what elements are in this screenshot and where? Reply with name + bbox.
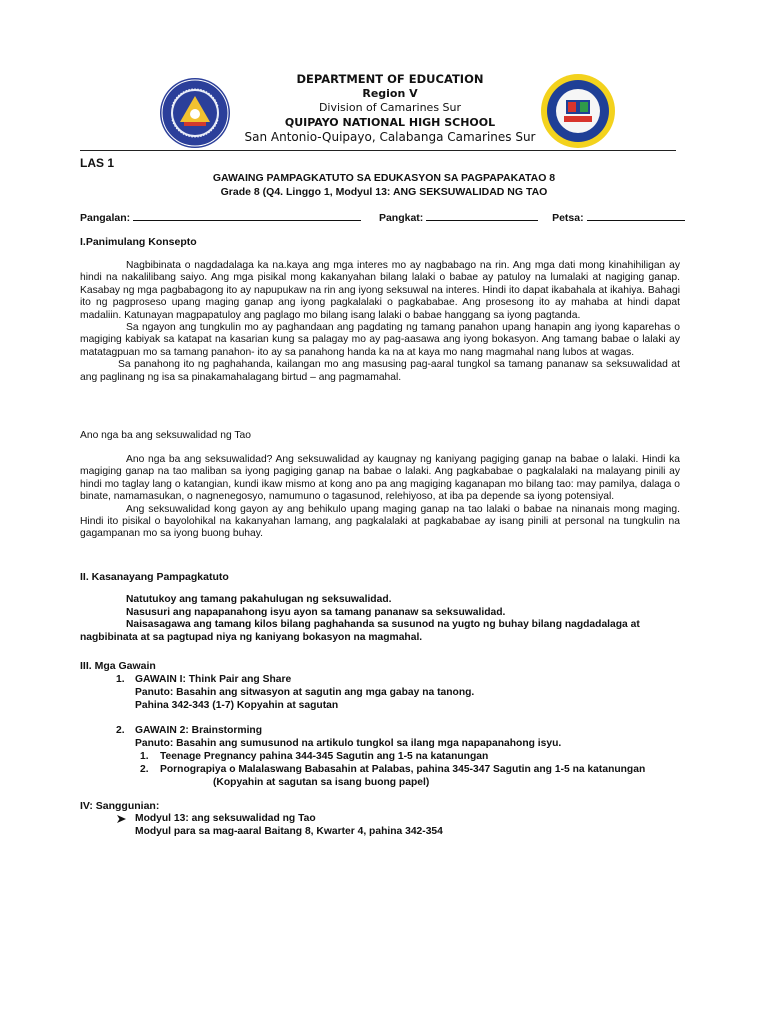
paragraph: Sa panahong ito ng paghahanda, kailangan mo ang masusing pag-aaral tungkol sa tamang pananaw sa seksuwalidad at ang paglinang ng isa sa pinakamahalagang birtud – ang pagmamahal.: [80, 359, 680, 383]
date-label: Petsa:: [552, 212, 584, 224]
section-4-heading: IV: Sanggunian:: [80, 800, 160, 812]
reference-2: Modyul para sa mag-aaral Baitang 8, Kwarter 4, pahina 342-354: [135, 826, 443, 837]
activity-2-text: Pornograpiya o Malalaswang Babasahin at Palabas, pahina 345-347 Sagutin ang 1-5 na katanungan: [160, 764, 646, 775]
department-name: DEPARTMENT OF EDUCATION: [296, 72, 484, 86]
reference-1: Modyul 13: ang seksuwalidad ng Tao: [135, 813, 316, 824]
section-label: Pangkat:: [378, 212, 424, 224]
document-title: GAWAING PAMPAGKATUTO SA EDUKASYON SA PAGPAPAKATAO 8: [212, 172, 556, 184]
name-field[interactable]: [133, 210, 361, 221]
section-2-heading: II. Kasanayang Pampagkatuto: [80, 571, 229, 583]
competency-item: Naisasagawa ang tamang kilos bilang paghahanda sa susunod na yugto ng buhay bilang nagdadalaga at: [126, 619, 640, 631]
gawain-1-panuto: Panuto: Basahin ang sitwasyon at sagutin ang mga gabay na tanong.: [135, 687, 475, 698]
gawain-2-panuto: Panuto: Basahin ang sumusunod na artikulo tungkol sa ilang mga napapanahong isyu.: [135, 738, 562, 749]
date-field[interactable]: [587, 210, 685, 221]
name-label: Pangalan:: [80, 212, 131, 224]
activity-2-number: 2.: [140, 764, 149, 775]
paragraph: Nagbibinata o nagdadalaga ka na.kaya ang mga interes mo ay nagbabago na rin. Ang mga dati mong kinahihiligan ay hindi na nakalilibang saiyo. Ang mga pisikal mong kakanyahan bilang lalaki o babae ay patuloy na lumalaki at nagiging ganap. Kasabay ng mga pagbabagong ito ay napupukaw na rin ang iyong seksuwal na interes. Hindi ito dapat ikabahala at ikahiya. Bahagi ito ng pagproseso upang maging ganap ang iyong pagkalalaki o pagkababae. Ang prosesong ito ay mahaba at hindi dapat madaliin. Katunayan magpapatuloy ang paglago mo bilang isang lalaki o babae hanggang sa iyong pagtanda.: [80, 260, 680, 321]
activity-1-text: Teenage Pregnancy pahina 344-345 Sagutin ang 1-5 na katanungan: [160, 751, 489, 762]
section-3-heading: III. Mga Gawain: [80, 660, 156, 672]
competency-item: Nasusuri ang napapanahong isyu ayon sa tamang pananaw sa seksuwalidad.: [126, 606, 506, 618]
activity-2-note: (Kopyahin at sagutan sa isang buong papel): [213, 777, 430, 788]
gawain-1-title: GAWAIN I: Think Pair ang Share: [135, 674, 292, 685]
gawain-2-title: GAWAIN 2: Brainstorming: [135, 725, 263, 736]
paragraph: Ano nga ba ang seksuwalidad? Ang seksuwalidad ay kaugnay ng kaniyang pagiging ganap na babae o lalaki. Hindi ka magiging ganap na tao maliban sa iyong pagiging ganap na babae o lalaki. Ang pagkababae o pagkalalaki na malayang pinili ay hindi mo taglay lang o katangian, kundi ikaw mismo at kong ano pa ang magiging kaganapan mo bilang tao: may pamilya, dalaga o binate, namamasukan, o nagnenegosyo, namumuno o tagasunod, relehiyoso, at iba pa depende sa iyong potensiyal.: [80, 454, 680, 503]
school-address: San Antonio-Quipayo, Calabanga Camarines Sur: [244, 130, 536, 144]
header-divider: [80, 150, 676, 151]
division-name: Division of Camarines Sur: [318, 101, 462, 114]
section-field[interactable]: [426, 210, 538, 221]
region-name: Region V: [362, 86, 418, 100]
gawain-2-number: 2.: [116, 725, 125, 736]
gawain-1-pages: Pahina 342-343 (1-7) Kopyahin at sagutan: [135, 700, 339, 711]
gawain-1-number: 1.: [116, 674, 125, 685]
school-name: QUIPAYO NATIONAL HIGH SCHOOL: [284, 115, 496, 129]
arrowhead-bullet-icon: [116, 814, 127, 824]
section-1-heading: I.Panimulang Konsepto: [80, 236, 197, 248]
student-info-fields: [80, 210, 685, 224]
section-1-intro: [80, 260, 680, 384]
competency-item: nagbibinata at sa pagtupad niya ng kaniyang bokasyon na magmahal.: [80, 631, 423, 643]
document-subtitle: Grade 8 (Q4. Linggo 1, Modyul 13: ANG SEKSUWALIDAD NG TAO: [220, 186, 548, 198]
learning-competencies: [80, 594, 686, 644]
las-number: LAS 1: [80, 156, 115, 170]
letterhead: [200, 72, 580, 145]
activity-1-number: 1.: [140, 751, 149, 762]
paragraph: Sa ngayon ang tungkulin mo ay paghandaan ang pagdating ng tamang panahon upang hanapin ang iyong kaparehas o magiging kabiyak sa katapat na kasarian kung sa palagay mo ay pag-aasawa ang iyong bokasyon. Ang tamang babae o lalaki ay matatagpuan mo sa tamang panahon- ito ay sa panahong handa ka na at kaya mo nang magmahal nang lubos at wagas.: [80, 322, 680, 358]
section-1-question: Ano nga ba ang seksuwalidad ng Tao: [80, 430, 251, 441]
competency-item: Natutukoy ang tamang pakahulugan ng seksuwalidad.: [126, 594, 392, 605]
paragraph: Ang seksuwalidad kong gayon ay ang behikulo upang maging ganap na tao lalaki o babae na ninanais mong maging. Hindi ito pisikal o bayolohikal na kakanyahan lamang, ang pagkalalaki at pagkababae ay isang pinili at personal na tungkulin na gagampanan mo sa iyong buong buhay.: [80, 503, 680, 540]
section-1-body: [80, 454, 680, 541]
